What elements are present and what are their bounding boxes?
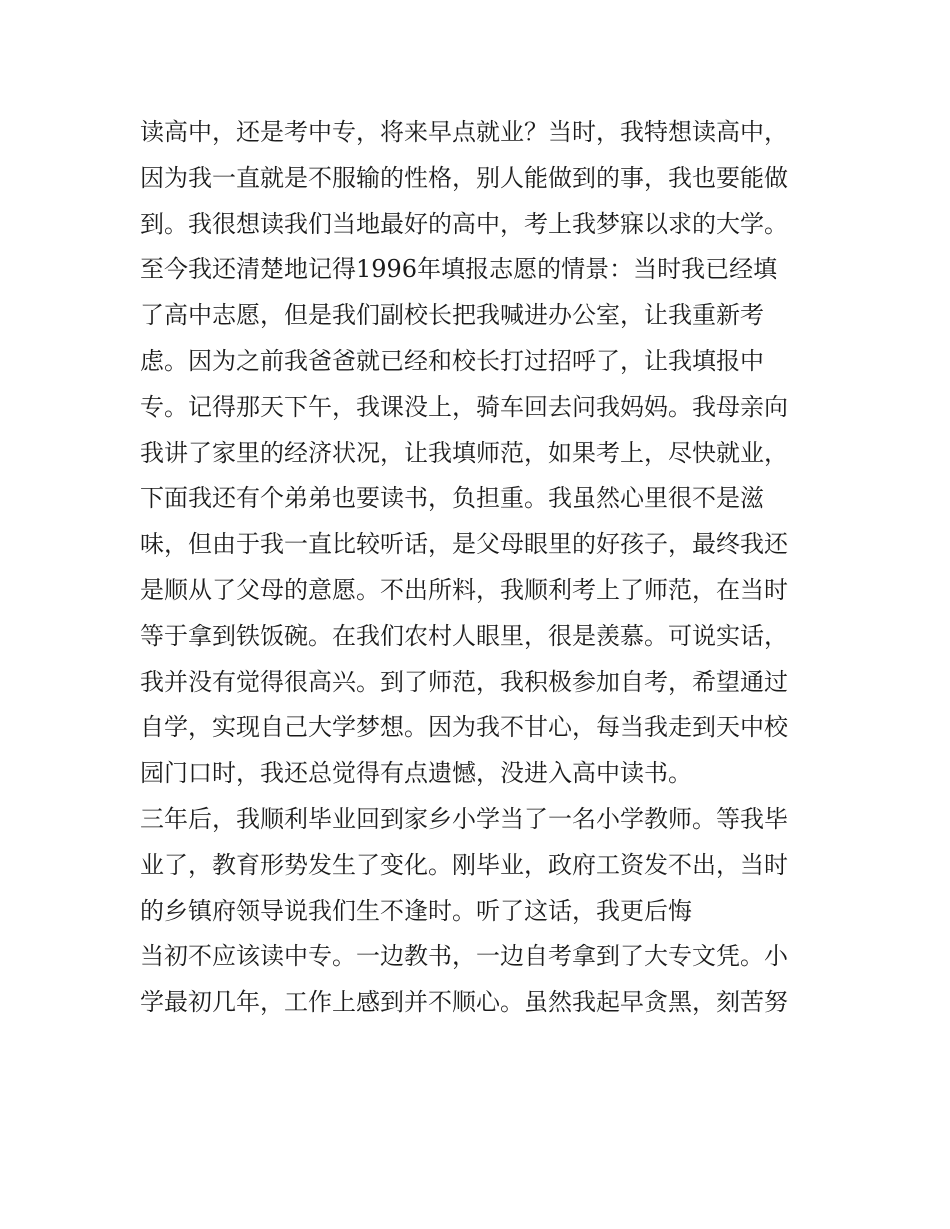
- text-line: 园门口时，我还总觉得有点遗憾，没进入高中读书。: [140, 759, 692, 788]
- text-line: 当初不应该读中专。一边教书，一边自考拿到了大专文凭。小: [140, 942, 788, 971]
- text-line: 因为我一直就是不服输的性格，别人能做到的事，我也要能做: [140, 163, 788, 192]
- text-line: 我讲了家里的经济状况，让我填师范，如果考上，尽快就业，: [140, 438, 788, 467]
- text-line: 味，但由于我一直比较听话，是父母眼里的好孩子，最终我还: [140, 530, 788, 559]
- text-line: 我并没有觉得很高兴。到了师范，我积极参加自考，希望通过: [140, 667, 788, 696]
- text-line: 虑。因为之前我爸爸就已经和校长打过招呼了，让我填报中: [140, 346, 764, 375]
- body-text: [140, 110, 820, 1026]
- text-line: 的乡镇府领导说我们生不逢时。听了这话，我更后悔: [140, 896, 692, 925]
- text-line: 自学，实现自己大学梦想。因为我不甘心，每当我走到天中校: [140, 713, 788, 742]
- text-line: 业了，教育形势发生了变化。刚毕业，政府工资发不出，当时: [140, 850, 788, 879]
- text-line: 三年后，我顺利毕业回到家乡小学当了一名小学教师。等我毕: [140, 804, 788, 833]
- text-line: 读高中，还是考中专，将来早点就业？当时，我特想读高中，: [140, 118, 788, 146]
- text-line: 了高中志愿，但是我们副校长把我喊进办公室，让我重新考: [140, 301, 764, 330]
- text-line: 等于拿到铁饭碗。在我们农村人眼里，很是羡慕。可说实话，: [140, 621, 788, 650]
- text-line: 至今我还清楚地记得1996年填报志愿的情景：当时我已经填: [140, 255, 778, 284]
- text-line: 专。记得那天下午，我课没上，骑车回去问我妈妈。我母亲向: [140, 392, 788, 421]
- text-line: 下面我还有个弟弟也要读书，负担重。我虽然心里很不是滋: [140, 484, 764, 513]
- text-line: 学最初几年，工作上感到并不顺心。虽然我起早贪黑，刻苦努: [140, 988, 788, 1017]
- text-line: 是顺从了父母的意愿。不出所料，我顺利考上了师范，在当时: [140, 575, 788, 604]
- text-line: 到。我很想读我们当地最好的高中，考上我梦寐以求的大学。: [140, 209, 788, 238]
